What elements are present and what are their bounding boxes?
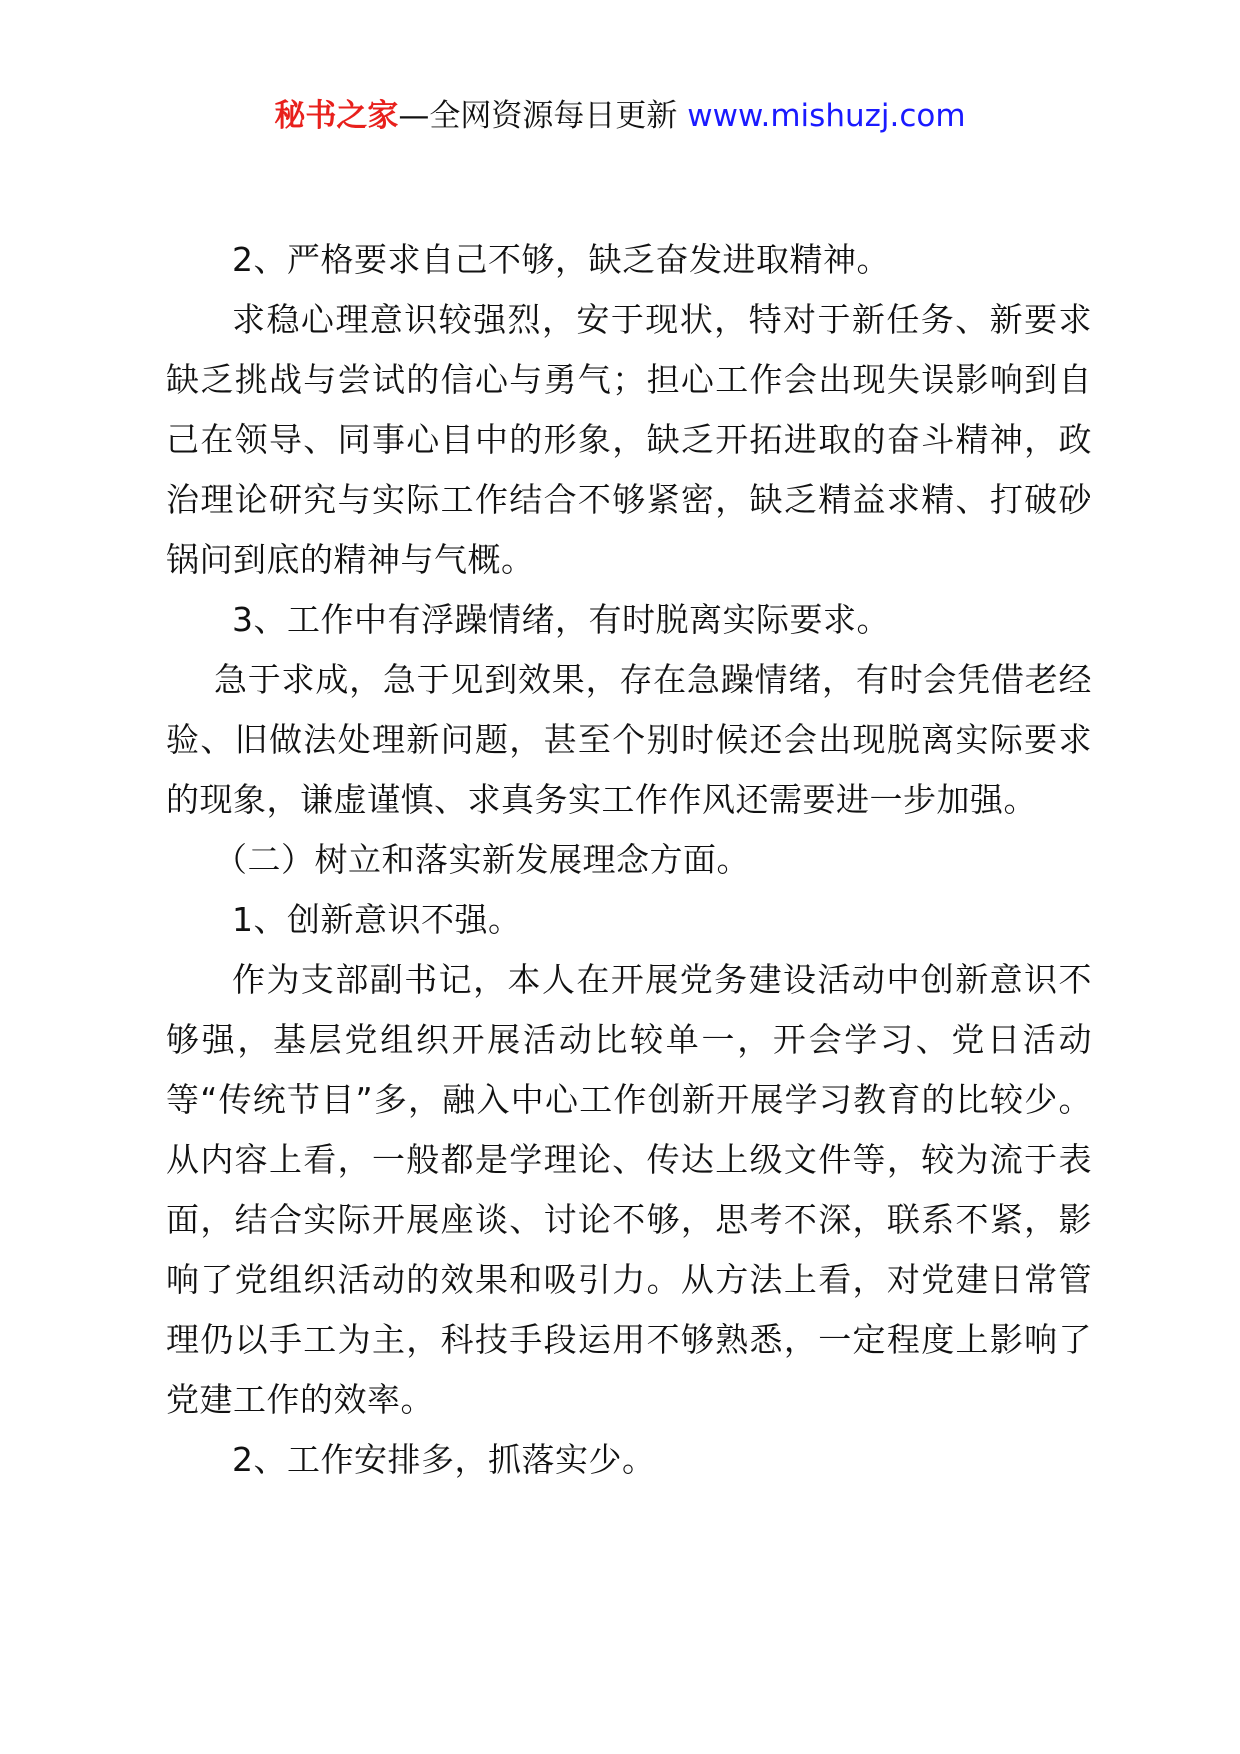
header-tagline: —全网资源每日更新 bbox=[398, 98, 678, 134]
website-link[interactable]: www.mishuzj.com bbox=[687, 98, 966, 134]
subheading-impetuous-mood: 3、工作中有浮躁情绪，有时脱离实际要求。 bbox=[232, 600, 890, 639]
subheading-work-arrangement: 2、工作安排多，抓落实少。 bbox=[232, 1440, 656, 1479]
subheading-innovation: 1、创新意识不强。 bbox=[232, 900, 522, 939]
paragraph-innovation-details: 作为支部副书记，本人在开展党务建设活动中创新意识不够强，基层党组织开展活动比较单一，开会学习、党日活动等“传统节目”多，融入中心工作创新开展学习教育的比较少。从内容上看，一般都是学理论、传达上级文件等，较为流于表面，结合实际开展座谈、讨论不够，思考不深，联系不紧，影响了党组织活动的效果和吸引力。从方法上看，对党建日常管理仍以手工为主，科技手段运用不够熟悉，一定程度上影响了党建工作的效率。 bbox=[166, 960, 1092, 1419]
paragraph-stability-mindset: 求稳心理意识较强烈，安于现状，特对于新任务、新要求缺乏挑战与尝试的信心与勇气；担心工作会出现失误影响到自己在领导、同事心目中的形象，缺乏开拓进取的奋斗精神，政治理论研究与实际工作结合不够紧密，缺乏精益求精、打破砂锅问到底的精神与气概。 bbox=[166, 300, 1092, 579]
document-body bbox=[166, 230, 1092, 1490]
subheading-strict-requirements: 2、严格要求自己不够，缺乏奋发进取精神。 bbox=[232, 240, 890, 279]
brand-name: 秘书之家 bbox=[274, 98, 399, 134]
paragraph-eager-for-results: 急于求成，急于见到效果，存在急躁情绪，有时会凭借老经验、旧做法处理新问题，甚至个别时候还会出现脱离实际要求的现象，谦虚谨慎、求真务实工作作风还需要进一步加强。 bbox=[166, 660, 1092, 819]
section-heading-new-development: （二）树立和落实新发展理念方面。 bbox=[214, 840, 750, 879]
page-header bbox=[0, 96, 1240, 136]
